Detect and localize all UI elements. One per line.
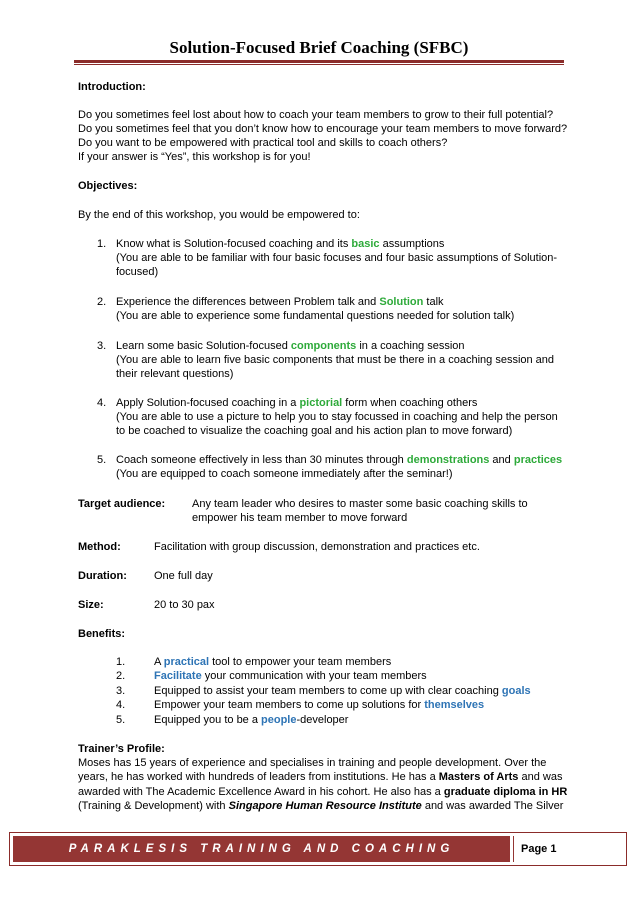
intro-line: If your answer is “Yes”, this workshop is for you! — [78, 151, 311, 163]
objective-highlight: practices — [513, 454, 563, 466]
objective-number: 5. — [97, 454, 107, 466]
method-value: Facilitation with group discussion, demonstration and practices etc. — [154, 541, 480, 553]
target-value: Any team leader who desires to master some basic coaching skills to — [192, 498, 528, 510]
benefit-number: 5. — [116, 714, 126, 726]
objective-highlight: components — [290, 340, 357, 352]
benefit-number: 1. — [116, 656, 126, 668]
objective-detail: to be coached to visualize the coaching goal and his action plan to move forward) — [116, 425, 513, 437]
size-label: Size: — [78, 599, 104, 611]
objective-number: 4. — [97, 397, 107, 409]
trainer-heading: Trainer’s Profile: — [78, 743, 165, 755]
target-value: empower his team member to move forward — [192, 512, 408, 524]
benefit-item-1: A practical tool to empower your team members — [154, 656, 392, 668]
trainer-line: awarded with The Academic Excellence Award in his cohort. He also has a graduate diploma in HR — [78, 786, 568, 798]
objective-item-3: Learn some basic Solution-focused components in a coaching session — [116, 340, 465, 352]
trainer-line: (Training & Development) with Singapore Human Resource Institute and was awarded The Silver — [78, 800, 564, 812]
objective-item-5: Coach someone effectively in less than 30 minutes through demonstrations and practices — [116, 454, 563, 466]
benefit-number: 3. — [116, 685, 126, 697]
title-underline — [74, 60, 564, 63]
benefit-item-3: Equipped to assist your team members to come up with clear coaching goals — [154, 685, 531, 697]
objective-detail: (You are equipped to coach someone immediately after the seminar!) — [116, 468, 453, 480]
duration-label: Duration: — [78, 570, 127, 582]
target-label: Target audience: — [78, 498, 166, 510]
benefit-highlight: practical — [163, 656, 210, 668]
trainer-line: years, he has worked with hundreds of leaders from institutions. He has a Masters of Arts and was — [78, 771, 563, 783]
footer-company: PARAKLESIS TRAINING AND COACHING — [68, 843, 455, 855]
objective-highlight: basic — [351, 238, 380, 250]
objective-number: 2. — [97, 296, 107, 308]
benefits-heading: Benefits: — [78, 628, 126, 640]
objective-item-2: Experience the differences between Problem talk and Solution talk — [116, 296, 444, 308]
objective-highlight: demonstrations — [406, 454, 490, 466]
title-underline-thin — [74, 64, 564, 65]
objective-detail: (You are able to learn five basic components that must be there in a coaching session and — [116, 354, 555, 366]
intro-line: Do you sometimes feel lost about how to coach your team members to grow to their full potential? — [78, 109, 554, 121]
benefit-highlight: Facilitate — [154, 670, 202, 682]
method-label: Method: — [78, 541, 121, 553]
benefit-number: 4. — [116, 699, 126, 711]
intro-line: Do you want to be empowered with practical tool and skills to coach others? — [78, 137, 448, 149]
objective-highlight: pictorial — [299, 397, 343, 409]
duration-value: One full day — [154, 570, 213, 582]
objectives-heading: Objectives: — [78, 180, 138, 192]
benefit-highlight: goals — [501, 685, 531, 697]
page-number: Page 1 — [521, 843, 557, 855]
objective-highlight: Solution — [379, 296, 424, 308]
benefit-item-5: Equipped you to be a people-developer — [154, 714, 349, 726]
document-title: Solution-Focused Brief Coaching (SFBC) — [169, 38, 469, 57]
objective-detail: (You are able to use a picture to help you to stay focussed in coaching and help the person — [116, 411, 558, 423]
benefit-number: 2. — [116, 670, 126, 682]
objective-item-1: Know what is Solution-focused coaching and its basic assumptions — [116, 238, 445, 250]
trainer-line: Moses has 15 years of experience and specialises in training and people development. Over the — [78, 757, 547, 769]
objective-number: 3. — [97, 340, 107, 352]
objectives-lead: By the end of this workshop, you would be empowered to: — [78, 209, 360, 221]
objective-detail: (You are able to experience some fundamental questions needed for solution talk) — [116, 310, 515, 322]
objective-number: 1. — [97, 238, 107, 250]
benefit-highlight: people — [261, 714, 297, 726]
objective-detail: (You are able to be familiar with four basic focuses and four basic assumptions of Solution- — [116, 252, 558, 264]
intro-heading: Introduction: — [78, 81, 146, 93]
objective-detail: focused) — [116, 266, 159, 278]
benefit-item-4: Empower your team members to come up solutions for themselves — [154, 699, 485, 711]
intro-line: Do you sometimes feel that you don’t know how to encourage your team members to move forward? — [78, 123, 568, 135]
objective-item-4: Apply Solution-focused coaching in a pictorial form when coaching others — [116, 397, 478, 409]
size-value: 20 to 30 pax — [154, 599, 215, 611]
benefit-item-2: Facilitate your communication with your team members — [154, 670, 427, 682]
benefit-highlight: themselves — [424, 699, 485, 711]
objective-detail: their relevant questions) — [116, 368, 234, 380]
